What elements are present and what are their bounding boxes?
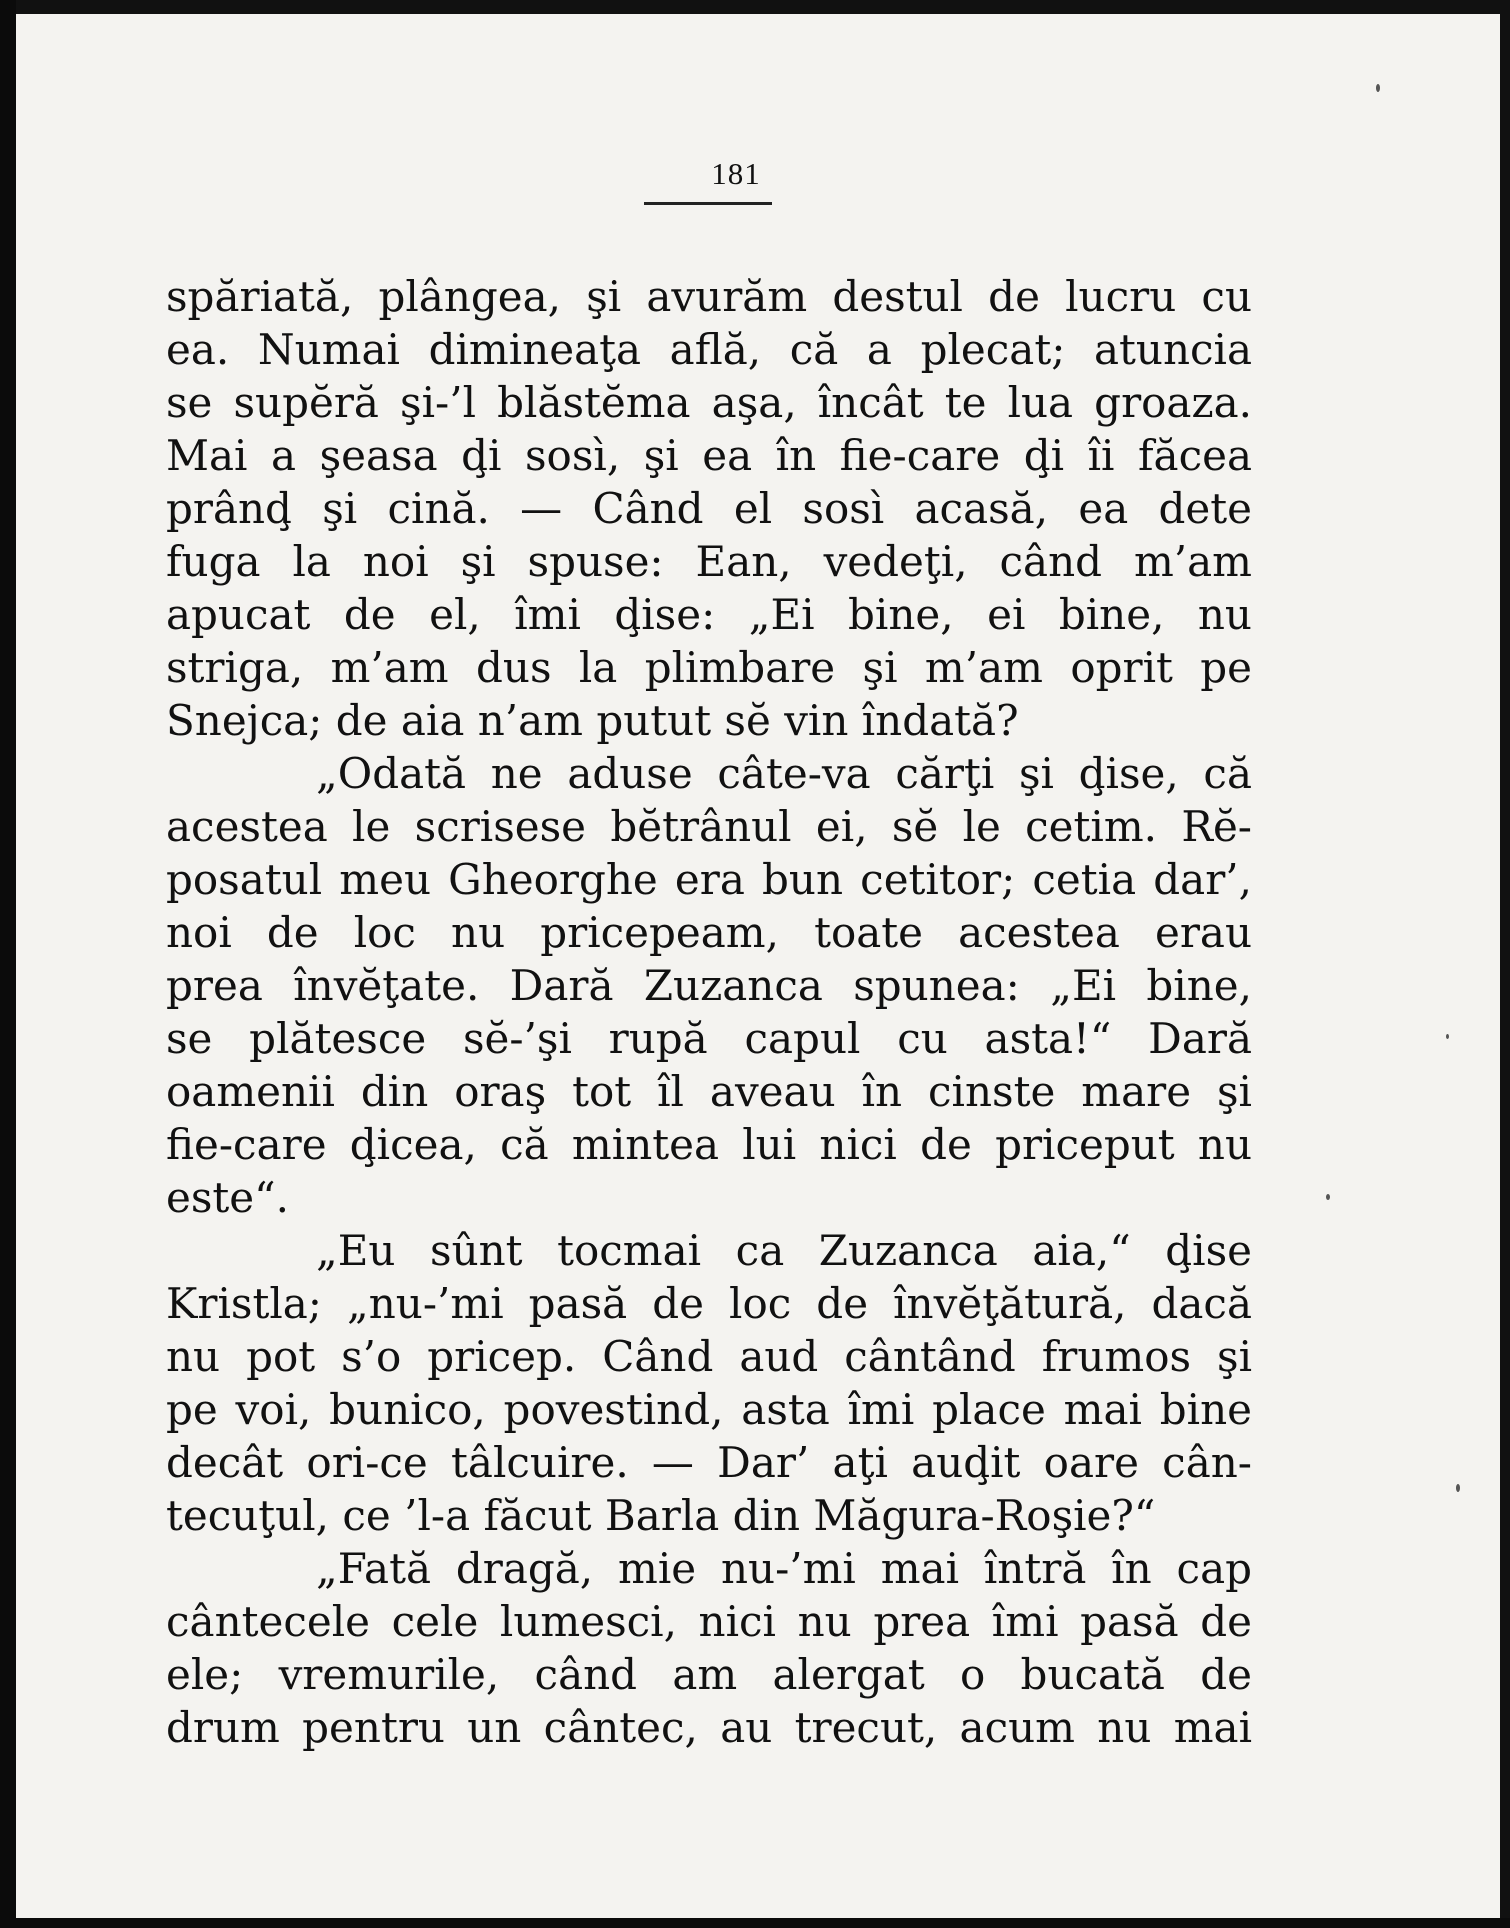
- text-line: se supĕră şi-’l blăstĕma aşa, încât te lua groaza.: [166, 378, 1252, 427]
- text-line: nu pot s’o pricep. Când aud cântând frumos şi: [166, 1332, 1252, 1381]
- text-line: Kristla; „nu-’mi pasă de loc de învĕţătură, dacă: [166, 1279, 1252, 1328]
- book-page: [16, 14, 1500, 1918]
- text-line: fie-care ḑicea, că mintea lui nici de priceput nu: [166, 1120, 1252, 1169]
- text-line: striga, m’am dus la plimbare şi m’am oprit pe: [166, 643, 1252, 692]
- text-line: oamenii din oraş tot îl aveau în cinste mare şi: [166, 1067, 1252, 1116]
- text-line: „Fată dragă, mie nu-’mi mai întră în cap: [316, 1544, 1252, 1593]
- text-line: „Eu sûnt tocmai ca Zuzanca aia,“ ḑise: [316, 1226, 1252, 1275]
- text-line: posatul meu Gheorghe era bun cetitor; cetia dar’,: [166, 855, 1252, 904]
- scan-speck: [1446, 1034, 1449, 1039]
- text-line: noi de loc nu pricepeam, toate acestea erau: [166, 908, 1252, 957]
- text-line: este“.: [166, 1173, 289, 1222]
- scan-speck: [1326, 1194, 1330, 1200]
- scan-speck: [1376, 84, 1380, 92]
- text-line: fuga la noi şi spuse: Ean, vedeţi, când m’am: [166, 537, 1252, 586]
- page-number-rule: [644, 202, 772, 205]
- text-line: Snejca; de aia n’am putut sĕ vin îndată?: [166, 696, 1019, 745]
- text-line: drum pentru un cântec, au trecut, acum nu mai: [166, 1703, 1252, 1752]
- scan-speck: [1456, 1484, 1460, 1492]
- scan-left-edge: [0, 0, 16, 1928]
- text-line: cântecele cele lumesci, nici nu prea îmi pasă de: [166, 1597, 1252, 1646]
- scan-bottom-edge: [0, 1918, 1510, 1928]
- page-number: 181: [711, 156, 761, 191]
- text-line: decât ori-ce tâlcuire. — Dar’ aţi auḑit oare cân-: [166, 1438, 1252, 1487]
- text-line: pe voi, bunico, povestind, asta îmi place mai bine: [166, 1385, 1252, 1434]
- body-text: [166, 270, 1252, 1754]
- text-line: se plătesce sĕ-’şi rupă capul cu asta!“ Dară: [166, 1014, 1252, 1063]
- text-line: ele; vremurile, când am alergat o bucată de: [166, 1650, 1252, 1699]
- text-line: acestea le scrisese bĕtrânul ei, sĕ le cetim. Rĕ-: [166, 802, 1252, 851]
- text-line: ea. Numai dimineaţa află, că a plecat; atuncia: [166, 325, 1252, 374]
- text-line: apucat de el, îmi ḑise: „Ei bine, ei bine, nu: [166, 590, 1252, 639]
- text-line: prânḑ şi cină. — Când el sosì acasă, ea dete: [166, 484, 1252, 533]
- text-line: tecuţul, ce ’l-a făcut Barla din Măgura-Roşie?“: [166, 1491, 1156, 1540]
- text-line: Mai a şeasa ḑi sosì, şi ea în fie-care ḑi îi făcea: [166, 431, 1252, 480]
- text-line: spăriată, plângea, şi avurăm destul de lucru cu: [166, 272, 1252, 321]
- text-line: prea învĕţate. Dară Zuzanca spunea: „Ei bine,: [166, 961, 1252, 1010]
- text-line: „Odată ne aduse câte-va cărţi şi ḑise, că: [316, 749, 1252, 798]
